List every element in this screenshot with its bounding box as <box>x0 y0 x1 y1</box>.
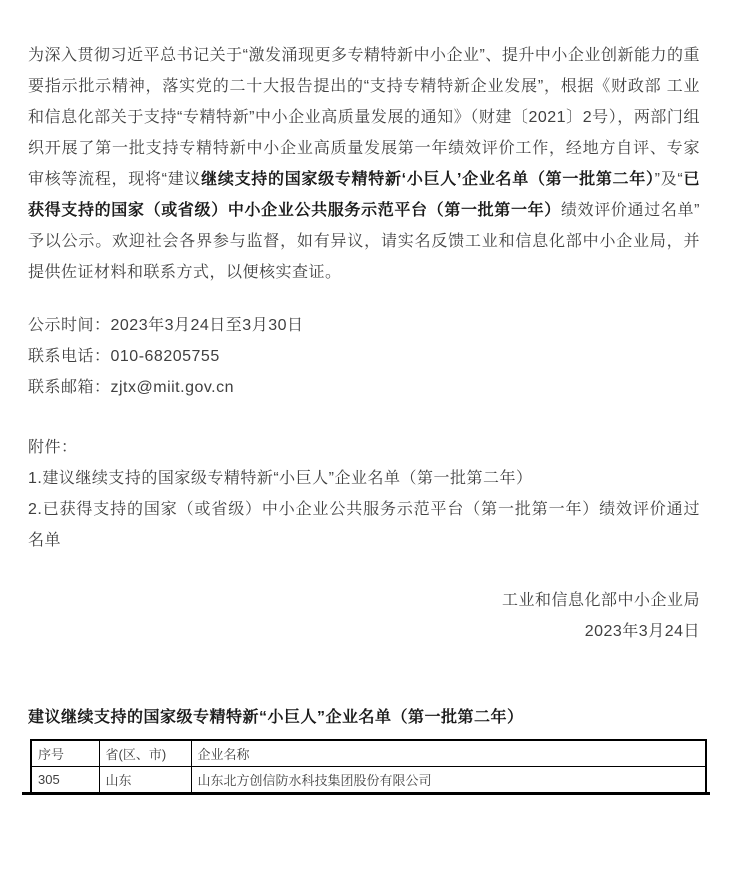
intro-paragraph <box>28 40 700 288</box>
table-row <box>31 766 706 792</box>
attachment-item-2: 2.已获得支持的国家（或省级）中小企业公共服务示范平台（第一批第一年）绩效评价通过名单 <box>28 501 700 549</box>
announcement-page <box>0 40 736 888</box>
contact-phone-line: 联系电话：010-68205755 <box>28 348 220 365</box>
header-province: 省(区、市) <box>99 740 191 766</box>
signature-org: 工业和信息化部中小企业局 <box>501 592 700 609</box>
attachments-label: 附件： <box>28 439 78 456</box>
table-title: 建议继续支持的国家级专精特新“小巨人”企业名单（第一批第二年） <box>28 709 524 726</box>
intro-text-lead: 为深入贯彻习近平总书记关于“激发涌现更多专精特新中小企业”、提升中小企业创新能力的重要指示批示精神，落实党的二十大报告提出的“支持专精特新企业发展”，根据《财政部 工业和信息化部关于支持“专精特新”中小企业高质量发展的通知》（财建〔2021〕2号），两部门组织开展了第一批支持专精特新中小企业高质量发展第一年绩效评价工作，经地方自评、专家审核等流程，现将“建议 <box>28 47 700 188</box>
intro-text-and: ”及“ <box>654 171 684 188</box>
header-serial-number: 序号 <box>31 740 99 766</box>
enterprise-table-wrapper <box>22 739 710 795</box>
cell-serial-number: 305 <box>31 766 99 792</box>
cell-company-name: 山东北方创信防水科技集团股份有限公司 <box>191 766 706 792</box>
attachment-item-1: 1.建议继续支持的国家级专精特新“小巨人”企业名单（第一批第二年） <box>28 470 533 487</box>
attachments-section <box>28 432 700 556</box>
contact-info-section <box>28 310 700 403</box>
publicity-period-line: 公示时间：2023年3月24日至3月30日 <box>28 317 304 334</box>
signature-block <box>28 585 700 647</box>
signature-date: 2023年3月24日 <box>584 623 700 640</box>
intro-bold-platform-list: 已获得支持的国家（或省级）中小企业公共服务示范平台（第一批第一年） <box>28 171 700 219</box>
enterprise-table <box>30 739 707 792</box>
intro-text-tail: 绩效评价通过名单”予以公示。欢迎社会各界参与监督，如有异议，请实名反馈工业和信息化部中小企业局，并提供佐证材料和联系方式，以便核实查证。 <box>28 202 700 281</box>
cell-province: 山东 <box>99 766 191 792</box>
contact-email-line: 联系邮箱：zjtx@miit.gov.cn <box>28 379 235 396</box>
intro-bold-giant-list: 继续支持的国家级专精特新‘小巨人’企业名单（第一批第二年） <box>201 171 655 188</box>
header-company-name: 企业名称 <box>191 740 706 766</box>
table-header-row <box>31 740 706 766</box>
